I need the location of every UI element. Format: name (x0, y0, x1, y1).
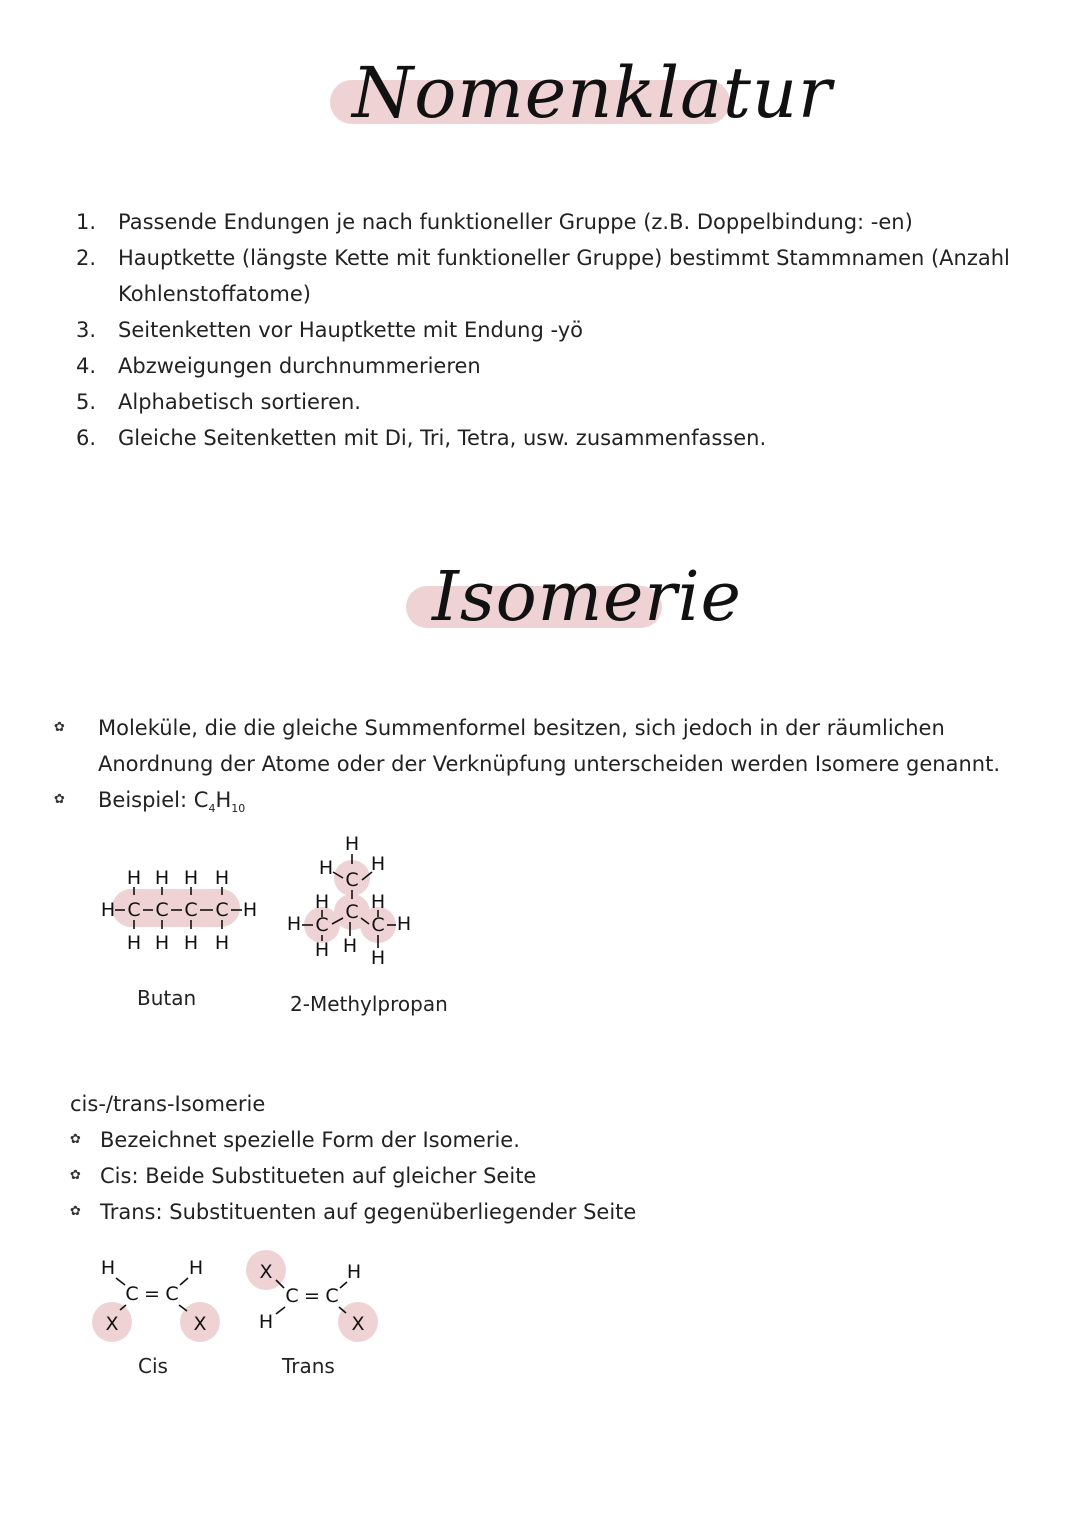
substituent-atom: X (193, 1313, 207, 1335)
hydrogen-atom: H (154, 867, 170, 889)
butane-label: Butan (137, 986, 197, 1010)
flower-bullet-icon: ✿ (70, 1132, 81, 1147)
list-item (76, 204, 1036, 240)
nomenklatur-list (76, 204, 1036, 456)
carbon-atom: C (345, 869, 359, 891)
list-number: 5. (76, 390, 97, 414)
hydrogen-atom: H (314, 939, 330, 961)
flower-bullet-icon: ✿ (70, 1204, 81, 1219)
substituent-atom: X (351, 1313, 365, 1335)
substituent-atom: X (259, 1261, 273, 1283)
hydrogen-atom: H (100, 1257, 116, 1279)
list-number: 4. (76, 354, 97, 378)
list-number: 1. (76, 210, 97, 234)
butane-structure (90, 862, 270, 958)
methylpropane-structure (282, 828, 422, 970)
example-label: Beispiel: (98, 788, 194, 812)
hydrogen-atom: H (100, 899, 116, 921)
hydrogen-atom: H (214, 932, 230, 954)
carbon-atom: C (285, 1285, 299, 1307)
list-item (76, 420, 1036, 456)
cis-trans-heading: cis-/trans-Isomerie (70, 1092, 266, 1116)
hydrogen-atom: H (344, 833, 360, 855)
list-text: Passende Endungen je nach funktioneller Gruppe (z.B. Doppelbindung: -en) (118, 210, 913, 234)
hydrogen-atom: H (258, 1311, 274, 1333)
list-number: 3. (76, 318, 97, 342)
hydrogen-atom: H (242, 899, 258, 921)
cis-label: Cis (138, 1354, 168, 1378)
list-item (54, 782, 1014, 827)
page-title-nomenklatur: Nomenklatur (352, 52, 833, 134)
hydrogen-atom: H (188, 1257, 204, 1279)
hydrogen-atom: H (214, 867, 230, 889)
methylpropane-label: 2-Methylpropan (290, 992, 448, 1016)
hydrogen-atom: H (286, 913, 302, 935)
carbon-atom: C (127, 899, 141, 921)
list-number: 2. (76, 246, 97, 270)
hydrogen-atom: H (342, 935, 358, 957)
hydrogen-atom: H (126, 867, 142, 889)
double_bond-atom: = (304, 1285, 320, 1307)
hydrogen-atom: H (154, 932, 170, 954)
hydrogen-atom: H (318, 857, 334, 879)
hydrogen-atom: H (346, 1261, 362, 1283)
carbon-atom: C (345, 901, 359, 923)
hydrogen-atom: H (126, 932, 142, 954)
carbon-atom: C (371, 914, 385, 936)
carbon-atom: C (125, 1283, 139, 1305)
hydrogen-atom: H (370, 891, 386, 913)
carbon-atom: C (315, 914, 329, 936)
carbon-atom: C (215, 899, 229, 921)
list-item: ✿ Bezeichnet spezielle Form der Isomerie. (70, 1122, 970, 1158)
carbon-atom: C (325, 1285, 339, 1307)
example-line (98, 782, 245, 827)
list-item (76, 384, 1036, 420)
hydrogen-atom: H (183, 867, 199, 889)
flower-bullet-icon: ✿ (54, 720, 65, 735)
definition-text: Moleküle, die die gleiche Summenformel besitzen, sich jedoch in der räumlichen Anordnung der Atome oder der Verknüpfung unterscheiden werden Isomere genannt. (98, 716, 1000, 776)
cis-trans-bullets (70, 1122, 970, 1230)
flower-bullet-icon: ✿ (70, 1168, 81, 1183)
hydrogen-atom: H (183, 932, 199, 954)
list-text: Seitenketten vor Hauptkette mit Endung -yö (118, 318, 583, 342)
list-item (76, 348, 1036, 384)
list-number: 6. (76, 426, 97, 450)
list-item: ✿ Trans: Substituenten auf gegenüberliegender Seite (70, 1194, 970, 1230)
formula: $C_4H_{10}$ (193, 788, 246, 816)
carbon-atom: C (155, 899, 169, 921)
carbon-atom: C (184, 899, 198, 921)
trans-label: Trans (282, 1354, 335, 1378)
list-text: Hauptkette (längste Kette mit funktioneller Gruppe) bestimmt Stammnamen (Anzahl Kohlenstoffatome) (118, 246, 1010, 306)
list-text: Gleiche Seitenketten mit Di, Tri, Tetra, usw. zusammenfassen. (118, 426, 767, 450)
list-item (54, 710, 1014, 782)
list-item: ✿ Cis: Beide Substitueten auf gleicher Seite (70, 1158, 970, 1194)
hydrogen-atom: H (370, 853, 386, 875)
list-item (76, 240, 1036, 312)
cis-structure (88, 1250, 228, 1346)
list-item (76, 312, 1036, 348)
section-title-isomerie: Isomerie (432, 558, 742, 637)
hydrogen-atom: H (314, 891, 330, 913)
trans-structure (244, 1250, 384, 1346)
isomerie-bullets (54, 710, 1014, 827)
hydrogen-atom: H (370, 947, 386, 969)
list-text: Alphabetisch sortieren. (118, 390, 361, 414)
flower-bullet-icon: ✿ (54, 792, 65, 807)
carbon-atom: C (165, 1283, 179, 1305)
hydrogen-atom: H (396, 913, 412, 935)
list-text: Abzweigungen durchnummerieren (118, 354, 481, 378)
substituent-atom: X (105, 1313, 119, 1335)
double_bond-atom: = (144, 1283, 160, 1305)
